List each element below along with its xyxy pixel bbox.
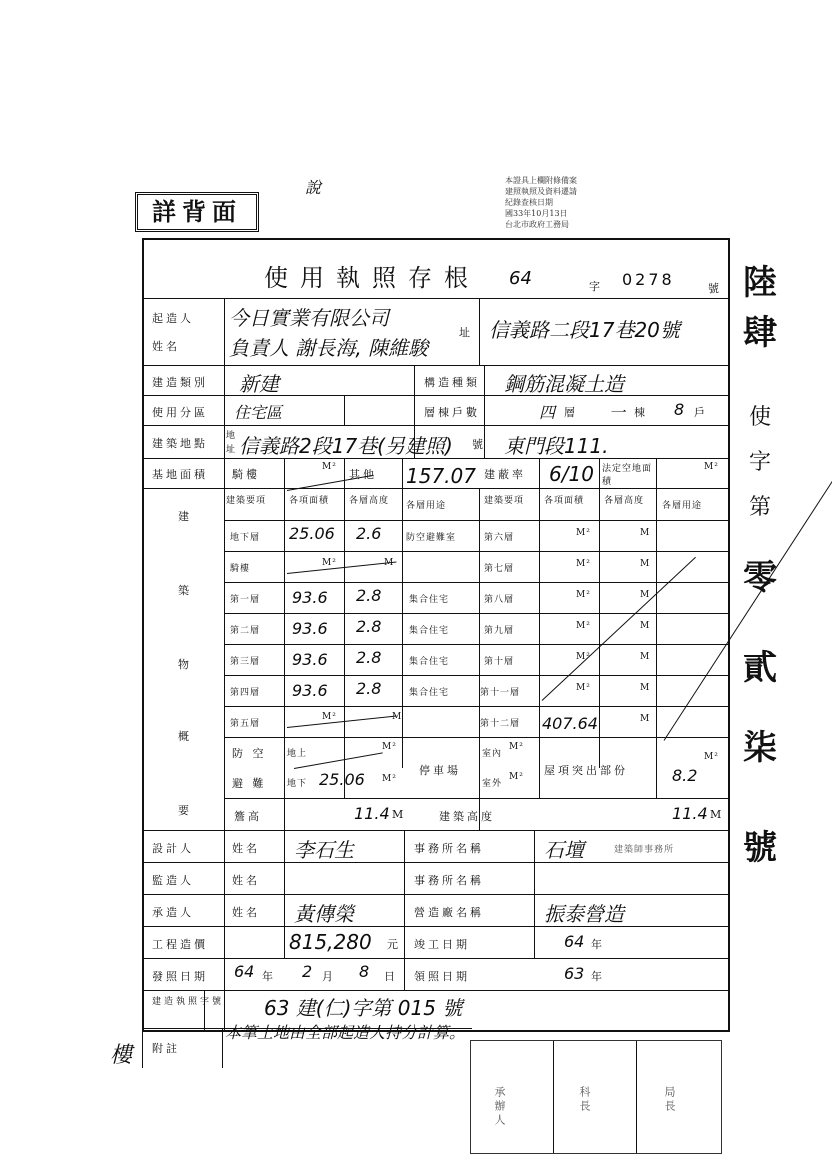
site-lot: 東門段111. <box>504 434 609 458</box>
floor-arcade: 騎樓 <box>230 564 251 574</box>
label-completion: 竣工日期 <box>414 938 470 951</box>
builder-address: 信義路二段17巷20號 <box>489 318 680 342</box>
label-use-zone: 使用分區 <box>152 406 208 419</box>
form-title: 使用執照存根 <box>264 264 480 292</box>
side-letter-1: 建 <box>178 510 192 523</box>
use-zone: 住宅區 <box>234 403 283 422</box>
unit-m2-below: M² <box>382 774 397 784</box>
permit-no-value: 63 建(仁)字第 015 號 <box>264 996 463 1020</box>
stamp-line-1: 本證具上欄附條備案 <box>505 176 577 185</box>
struct-type: 鋼筋混凝土造 <box>504 372 624 396</box>
label-address: 址 <box>459 326 473 339</box>
unit-m-f8: M <box>640 590 651 600</box>
unit-m-build: M <box>710 808 725 821</box>
f3-use: 集合住宅 <box>409 657 450 667</box>
floor-10: 第十層 <box>484 657 515 667</box>
number-suffix: 號 <box>708 282 722 295</box>
label-site-location: 建築地點 <box>152 437 208 450</box>
stamp-line-4: 國33年10月13日 <box>505 209 568 218</box>
stamp-line-5: 台北市政府工務局 <box>505 220 569 229</box>
label-permit-no: 建造執照字號 <box>152 997 225 1007</box>
unit-m2-f6: M² <box>576 528 591 538</box>
unit-m-arcade-floor: M <box>384 558 395 568</box>
col-item-left: 建築要項 <box>226 496 267 506</box>
unit-day-issue: 日 <box>384 970 398 983</box>
label-designer: 設計人 <box>152 842 194 855</box>
unit-yuan: 元 <box>387 938 401 951</box>
floor-6: 第六層 <box>484 533 515 543</box>
issue-year: 64 <box>234 962 255 981</box>
remarks-value: 本筆土地由全部起造人持分計算。 <box>225 1023 466 1042</box>
margin-char-qi: 柒 <box>743 728 777 768</box>
designer-office: 石壇 <box>544 838 584 862</box>
floor-basement: 地下層 <box>230 533 261 543</box>
margin-char-shi: 使 <box>748 405 771 430</box>
f1-height: 2.8 <box>356 586 382 605</box>
unit-m2-outdoor: M² <box>509 772 524 782</box>
floor-3: 第三層 <box>230 657 261 667</box>
label-designer-office: 事務所名稱 <box>414 842 484 855</box>
f1-area: 93.6 <box>292 588 328 607</box>
unit-month-issue: 月 <box>322 970 336 983</box>
contractor-factory: 振泰營造 <box>544 902 624 926</box>
shelter-below-area: 25.06 <box>319 770 365 789</box>
label-floors-units: 層棟戶數 <box>424 406 480 419</box>
label-contractor-factory: 營造廠名稱 <box>414 906 484 919</box>
unit-year-receive: 年 <box>591 970 605 983</box>
unit-year-issue: 年 <box>262 970 276 983</box>
detail-back-tag: 詳背面 <box>135 192 259 232</box>
col-use-left: 各層用途 <box>406 501 447 511</box>
builder-person: 負責人 謝長海, 陳維駿 <box>229 336 429 360</box>
floor-1: 第一層 <box>230 595 261 605</box>
margin-char-hao: 號 <box>743 828 777 868</box>
receive-year: 63 <box>564 964 585 983</box>
unit-m-f7: M <box>640 559 651 569</box>
margin-char-di: 第 <box>748 495 771 520</box>
label-supervisor-name: 姓名 <box>232 874 260 887</box>
f3-height: 2.8 <box>356 648 382 667</box>
unit-m-f9: M <box>640 621 651 631</box>
f4-use: 集合住宅 <box>409 688 450 698</box>
roof-area: 8.2 <box>672 766 698 785</box>
side-letter-3: 物 <box>178 658 192 671</box>
number-prefix: 64 <box>509 268 532 289</box>
label-contractor: 承造人 <box>152 906 194 919</box>
unit-m2-f9: M² <box>576 621 591 631</box>
builder-company: 今日實業有限公司 <box>229 306 389 330</box>
margin-char-zi: 字 <box>748 450 771 475</box>
unit-m-f10: M <box>640 652 651 662</box>
label-above: 地上 <box>287 749 308 759</box>
label-build-height: 建築高度 <box>439 810 495 823</box>
designer-name: 李石生 <box>294 838 354 862</box>
floor-9: 第九層 <box>484 626 515 636</box>
signature-block <box>470 1040 722 1154</box>
f2-height: 2.8 <box>356 617 382 636</box>
approval-stamp <box>505 175 730 229</box>
unit-count: 8 <box>674 400 685 419</box>
label-receive-date: 領照日期 <box>414 970 470 983</box>
label-site-addr-bottom: 址 <box>226 445 237 455</box>
label-below: 地下 <box>287 779 308 789</box>
label-legal-open: 法定空地面積 <box>602 464 653 487</box>
designer-office-stamp: 建築師事務所 <box>614 845 675 855</box>
label-supervisor: 監造人 <box>152 874 194 887</box>
sig-section-chief: 科長 <box>578 1086 591 1114</box>
floor-5: 第五層 <box>230 719 261 729</box>
unit-m2-arcade-floor: M² <box>322 558 337 568</box>
number-mid: 字 <box>589 280 603 293</box>
label-site-addr-top: 地 <box>226 431 237 441</box>
unit-m2-f7: M² <box>576 559 591 569</box>
permit-number: 0278 <box>622 270 675 289</box>
build-category: 新建 <box>239 372 279 396</box>
site-address: 信義路2段17巷(另建照) <box>239 434 453 458</box>
label-struct-type: 構造種類 <box>424 376 480 389</box>
label-builder-name: 姓名 <box>152 340 180 353</box>
margin-char-si: 肆 <box>743 313 777 353</box>
floor-2: 第二層 <box>230 626 261 636</box>
issue-month: 2 <box>302 962 313 981</box>
f1-use: 集合住宅 <box>409 595 450 605</box>
col-area-left: 各項面積 <box>289 496 330 506</box>
unit-m-eave: M <box>392 808 407 821</box>
unit-m2-arcade: M² <box>322 462 337 472</box>
unit-m2-legal: M² <box>704 462 719 472</box>
sig-director: 局長 <box>663 1086 676 1114</box>
floor-11: 第十一層 <box>480 688 521 698</box>
eave-height: 11.4 <box>354 804 390 823</box>
floor-12: 第十二層 <box>480 719 521 729</box>
label-outdoor: 室外 <box>482 779 503 789</box>
unit-year-completion: 年 <box>591 938 605 951</box>
build-height: 11.4 <box>672 804 708 823</box>
basement-use: 防空避難室 <box>406 533 457 543</box>
label-build-category: 建造類別 <box>152 376 208 389</box>
col-area-right: 各項面積 <box>544 496 585 506</box>
label-parking: 停車場 <box>419 764 461 777</box>
col-height-right: 各層高度 <box>604 496 645 506</box>
top-scribble: 說 <box>305 178 322 197</box>
label-issue-date: 發照日期 <box>152 970 208 983</box>
stamp-line-3: 紀錄查核日期 <box>505 198 553 207</box>
label-contractor-name: 姓名 <box>232 906 260 919</box>
left-margin-mark: 樓 <box>110 1043 133 1068</box>
stamp-line-2: 建照執照及資料遷請 <box>505 187 577 196</box>
unit-m-f11: M <box>640 683 651 693</box>
label-supervisor-office: 事務所名稱 <box>414 874 484 887</box>
f2-area: 93.6 <box>292 619 328 638</box>
other-area: 157.07 <box>406 464 476 488</box>
issue-day: 8 <box>359 962 370 981</box>
floors-count: 四 <box>539 403 556 422</box>
label-lot: 號 <box>472 438 486 451</box>
basement-height: 2.6 <box>356 524 382 543</box>
sig-handler: 承辦人 <box>493 1086 506 1128</box>
unit-m2-roof: M² <box>704 752 719 762</box>
side-letter-5: 要 <box>178 804 192 817</box>
unit-m-f6: M <box>640 528 651 538</box>
contractor-name: 黃傳榮 <box>294 902 354 926</box>
label-indoor: 室內 <box>482 749 503 759</box>
unit-floor: 層 <box>564 406 578 419</box>
unit-m-f5: M <box>392 712 403 722</box>
label-cost: 工程造價 <box>152 938 208 951</box>
f2-use: 集合住宅 <box>409 626 450 636</box>
col-height-left: 各層高度 <box>349 496 390 506</box>
unit-bldg: 棟 <box>634 406 648 419</box>
floor-7: 第七層 <box>484 564 515 574</box>
col-item-right: 建築要項 <box>484 496 525 506</box>
unit-house: 戶 <box>694 406 708 419</box>
permit-form <box>142 238 730 1032</box>
label-eave: 簷高 <box>234 810 262 823</box>
unit-m2-f10: M² <box>576 652 591 662</box>
floor-4: 第四層 <box>230 688 261 698</box>
label-base-area: 基地面積 <box>152 468 208 481</box>
label-arcade: 騎樓 <box>232 468 260 481</box>
unit-m2-f8: M² <box>576 590 591 600</box>
label-shelter-top: 防 空 <box>232 747 267 760</box>
label-build-ratio: 建蔽率 <box>484 468 526 481</box>
label-shelter-bottom: 避 難 <box>232 777 267 790</box>
unit-m2-f5: M² <box>322 712 337 722</box>
f4-height: 2.8 <box>356 679 382 698</box>
label-designer-name: 姓名 <box>232 842 260 855</box>
unit-m2-f11: M² <box>576 683 591 693</box>
f4-area: 93.6 <box>292 681 328 700</box>
completion-year: 64 <box>564 932 585 951</box>
unit-m2-indoor: M² <box>509 742 524 752</box>
label-remarks: 附註 <box>152 1042 180 1055</box>
unit-m-f12: M <box>640 714 651 724</box>
build-ratio: 6/10 <box>549 462 594 486</box>
floor-8: 第八層 <box>484 595 515 605</box>
label-roof: 屋項突出部份 <box>544 764 628 777</box>
cost-value: 815,280 <box>289 930 372 954</box>
col-use-right: 各層用途 <box>662 501 703 511</box>
margin-char-ling: 零 <box>743 558 777 598</box>
total-area: 407.64 <box>542 714 598 733</box>
unit-m2-above: M² <box>382 742 397 752</box>
bldg-count: 一 <box>609 403 626 422</box>
basement-area: 25.06 <box>289 524 335 543</box>
side-letter-2: 築 <box>178 584 192 597</box>
f3-area: 93.6 <box>292 650 328 669</box>
margin-char-lu: 陸 <box>743 263 777 303</box>
side-letter-4: 概 <box>178 730 192 743</box>
margin-char-er: 貳 <box>743 648 777 688</box>
label-builder: 起造人 <box>152 312 194 325</box>
label-other: 其他 <box>349 468 377 481</box>
